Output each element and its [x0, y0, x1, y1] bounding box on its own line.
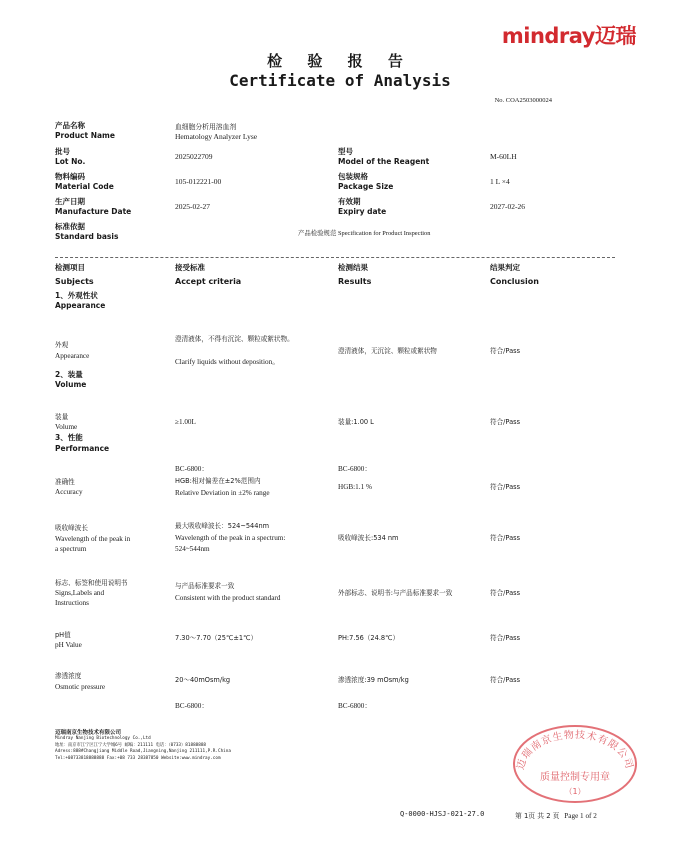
ph-subject-cn: pH值	[55, 631, 71, 639]
header-criteria-en: Accept criteria	[175, 277, 242, 286]
document-number: Q-0000-HJSJ-021-27.0	[400, 810, 485, 818]
header-conclusion-en: Conclusion	[490, 277, 539, 286]
labels-result: 外部标志、说明书:与产品标准要求一致	[338, 589, 453, 597]
trailing-criteria: BC-6800：	[175, 702, 209, 710]
accuracy-criteria-line3: Relative Deviation in ±2% range	[175, 489, 270, 497]
footer-address-cn: 地址：南京市江宁区江宁大学城6号 邮编：211111 电话：（0733）81888888	[55, 743, 207, 748]
appearance-subject-cn: 外观	[55, 341, 69, 349]
material-code-label-cn: 物料编码	[55, 172, 85, 181]
wavelength-subject-en-line2: a spectrum	[55, 545, 87, 553]
section-performance-en: Performance	[55, 444, 110, 453]
expiry-date-value: 2027-02-26	[490, 202, 525, 211]
accuracy-result-line2: HGB:1.1 %	[338, 483, 372, 491]
section-divider	[55, 257, 615, 258]
title-en: Certificate of Analysis	[229, 71, 451, 90]
wavelength-subject-en-line1: Wavelength of the peak in	[55, 535, 131, 543]
standard-basis-label-en: Standard basis	[55, 232, 119, 241]
footer-address-en: Adress:888#Changjiang Middle Road,Jiangning,Nanjing 211111,P.R.China	[55, 749, 231, 754]
lot-no-label-en: Lot No.	[55, 157, 86, 166]
appearance-criteria-cn: 澄清液体，不得有沉淀、颗粒或絮状物。	[175, 335, 294, 343]
svg-text:迈瑞南京生物技术有限公司	[514, 728, 636, 771]
footer-company-cn: 迈瑞南京生物技术有限公司	[55, 730, 122, 736]
section-appearance-cn: 1、外观性状	[55, 291, 98, 300]
model-value: M-60LH	[490, 152, 517, 161]
page-indicator-en: Page 1 of 2	[564, 812, 597, 820]
labels-conclusion: 符合/Pass	[490, 589, 520, 597]
stamp-outer-text: 迈瑞南京生物技术有限公司	[515, 729, 635, 771]
volume-result: 装量:1.00 L	[338, 418, 374, 426]
product-name-value-en: Hematology Analyzer Lyse	[175, 132, 258, 141]
product-name-label-en: Product Name	[55, 131, 115, 140]
header-results-en: Results	[338, 277, 372, 286]
header-conclusion-cn: 结果判定	[490, 263, 520, 272]
mindray-logo: mindray迈瑞	[501, 24, 636, 48]
stamp-inner-text: 质量控制专用章	[540, 772, 610, 783]
stamp-number-text: （1）	[564, 787, 586, 796]
lot-no-label-cn: 批号	[55, 147, 70, 156]
ph-conclusion: 符合/Pass	[490, 634, 520, 642]
osmotic-criteria: 20～40mOsm/kg	[175, 676, 231, 684]
section-performance-cn: 3、性能	[55, 433, 83, 442]
ph-criteria: 7.30～7.70（25℃±1℃）	[175, 634, 258, 642]
accuracy-result-line1: BC-6800：	[338, 465, 372, 473]
header-subjects-cn: 检测项目	[55, 263, 85, 272]
material-code-label-en: Material Code	[55, 182, 114, 191]
quality-control-stamp	[510, 722, 640, 806]
osmotic-result: 渗透浓度:39 mOsm/kg	[338, 676, 409, 684]
osmotic-subject-cn: 渗透浓度	[55, 672, 82, 680]
package-size-value: 1 L ×4	[490, 177, 510, 186]
material-code-value: 105-012221-00	[175, 177, 222, 186]
expiry-date-label-en: Expiry date	[338, 207, 387, 216]
accuracy-criteria-line2: HGB:相对偏差在±2%范围内	[175, 477, 261, 485]
standard-basis-label-cn: 标准依据	[55, 222, 85, 231]
section-appearance-en: Appearance	[55, 301, 106, 310]
osmotic-conclusion: 符合/Pass	[490, 676, 520, 684]
osmotic-subject-en: Osmotic pressure	[55, 683, 106, 691]
appearance-criteria-en: Clarify liquids without deposition。	[175, 358, 280, 366]
trailing-result: BC-6800：	[338, 702, 372, 710]
manufacture-date-label-cn: 生产日期	[55, 197, 85, 206]
volume-subject-en: Volume	[55, 423, 78, 431]
volume-criteria: ≥1.00L	[175, 418, 196, 426]
labels-subject-en-line1: Signs,Labels and	[55, 589, 105, 597]
standard-basis-value: 产品检验规范 Specification for Product Inspection	[298, 230, 431, 237]
wavelength-result: 吸收峰波长:534 nm	[338, 534, 399, 542]
labels-subject-en-line2: Instructions	[55, 599, 89, 607]
stamp-graphic	[510, 722, 640, 806]
wavelength-conclusion: 符合/Pass	[490, 534, 520, 542]
section-volume-cn: 2、装量	[55, 370, 83, 379]
title-cn: 检 验 报 告	[267, 52, 413, 70]
labels-criteria-cn: 与产品标准要求一致	[175, 582, 235, 590]
wavelength-criteria-line2: Wavelength of the peak in a spectrum:	[175, 534, 286, 542]
expiry-date-label-cn: 有效期	[338, 197, 361, 206]
header-subjects-en: Subjects	[55, 277, 94, 286]
package-size-label-en: Package Size	[338, 182, 394, 191]
package-size-label-cn: 包装规格	[338, 172, 368, 181]
footer-company-en: Mindray Nanjing Biotechnology Co.,Ltd	[55, 736, 151, 741]
section-volume-en: Volume	[55, 380, 87, 389]
wavelength-criteria-line3: 524~544nm	[175, 545, 210, 553]
product-name-label-cn: 产品名称	[55, 121, 85, 130]
footer-tel: Tel:+08733818888888 Fax:+08 733 28387850 Website:www.mindray.com	[55, 756, 221, 761]
model-label-cn: 型号	[338, 147, 353, 156]
certificate-number: No. COA2503000024	[494, 97, 552, 104]
volume-subject-cn: 装量	[55, 413, 69, 421]
accuracy-criteria-line1: BC-6800：	[175, 465, 209, 473]
product-name-value-cn: 血细胞分析用溶血剂	[175, 124, 237, 131]
labels-criteria-en: Consistent with the product standard	[175, 594, 281, 602]
labels-subject-cn: 标志、标签和使用说明书	[55, 579, 128, 587]
appearance-subject-en: Appearance	[55, 352, 90, 360]
volume-conclusion: 符合/Pass	[490, 418, 520, 426]
manufacture-date-label-en: Manufacture Date	[55, 207, 132, 216]
appearance-result: 澄清液体，无沉淀、颗粒或絮状物	[338, 347, 437, 355]
wavelength-criteria-line1: 最大吸收峰波长：524~544nm	[175, 522, 270, 530]
accuracy-subject-en: Accuracy	[55, 488, 83, 496]
ph-result: PH:7.56（24.8℃）	[338, 634, 400, 642]
appearance-conclusion: 符合/Pass	[490, 347, 520, 355]
lot-no-value: 2025022709	[175, 152, 213, 161]
accuracy-conclusion: 符合/Pass	[490, 483, 520, 491]
accuracy-subject-cn: 准确性	[55, 478, 75, 486]
page-indicator	[515, 810, 597, 820]
model-label-en: Model of the Reagent	[338, 157, 430, 166]
header-criteria-cn: 接受标准	[175, 263, 205, 272]
page-indicator-cn: 第 1页 共 2 页	[515, 812, 560, 820]
manufacture-date-value: 2025-02-27	[175, 202, 210, 211]
wavelength-subject-cn: 吸收峰波长	[55, 524, 88, 532]
header-results-cn: 检测结果	[338, 263, 368, 272]
ph-subject-en: pH Value	[55, 641, 82, 649]
